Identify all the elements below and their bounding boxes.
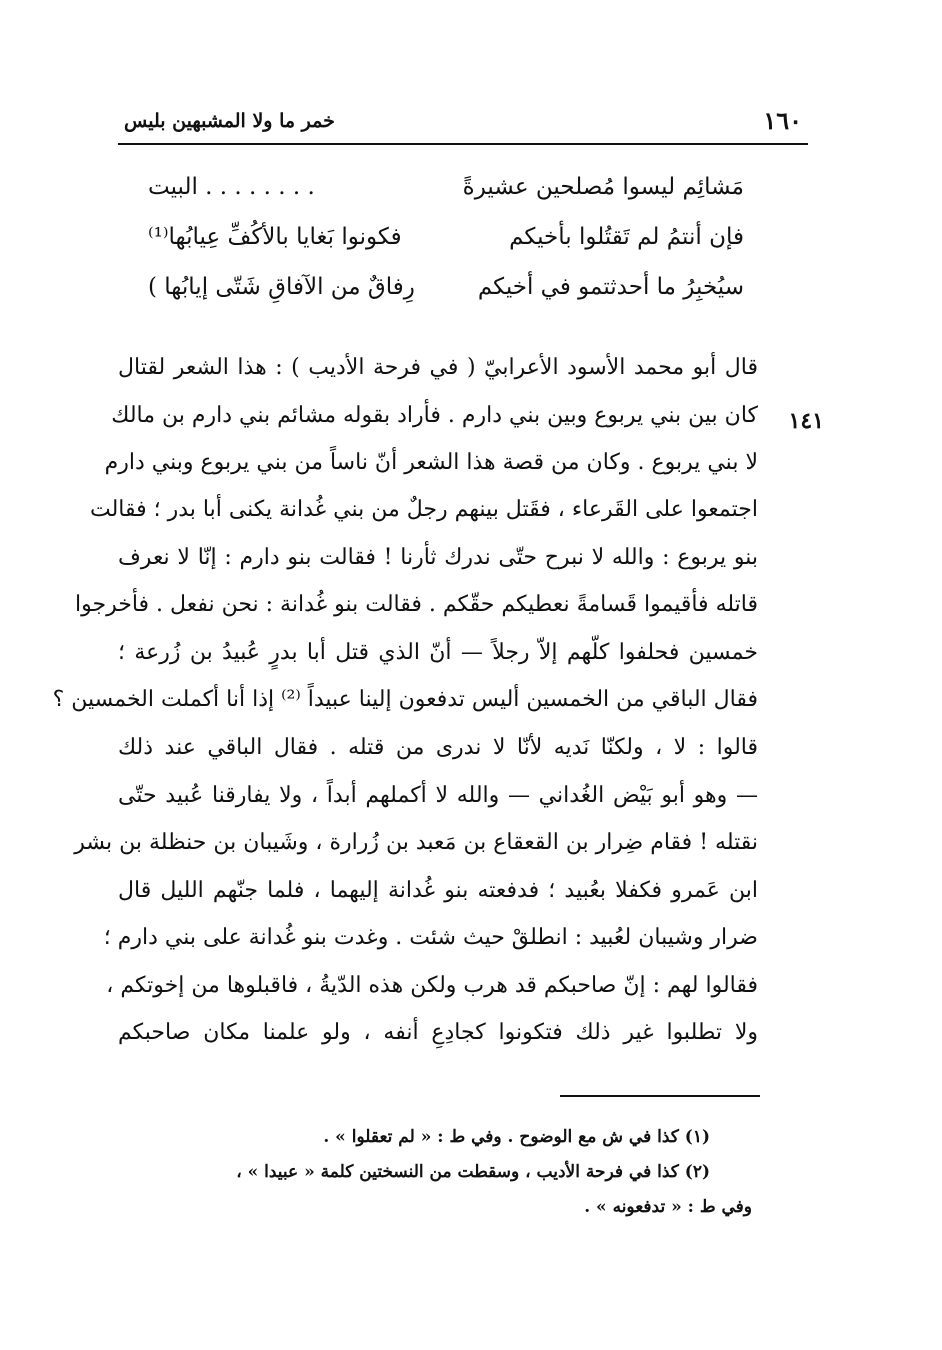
footnote-1: (١) كذا في ش مع الوضوح . وفي ط : « لم تعقلوا » . xyxy=(323,1127,710,1147)
margin-number: ١٤١ xyxy=(788,408,824,434)
prose-line: اجتمعوا على القَرعاء ، فقَتل بينهم رجلٌ من بني غُدانة يكنى أبا بدر ؛ فقالت xyxy=(89,497,758,522)
prose-line: ضرار وشيبان لعُبيد : انطلقْ حيث شئت . وغدت بنو غُدانة على بني دارم ؛ xyxy=(103,925,758,950)
verse-first-hemistich: فإن أنتمُ لم تَقتُلوا بأخيكم xyxy=(509,224,744,250)
prose-line: قاتله فأقيموا قَسامةً نعطيكم حقّكم . فقالت بنو غُدانة : نحن نفعل . فأخرجوا xyxy=(75,592,758,617)
prose-line: بنو يربوع : والله لا نبرح حتّى ندرك ثأرنا ! فقالت بنو دارم : إنّا لا نعرف xyxy=(118,545,758,570)
prose-line: فقال الباقي من الخمسين أليس تدفعون إلينا عبيداً ⁽²⁾ إذا أنا أكملت الخمسين ؟ xyxy=(52,687,758,712)
verse-second-hemistich: رِفاقٌ من الآفاقِ شَتّى إيابُها ) xyxy=(148,274,415,300)
prose-line: قال أبو محمد الأسود الأعرابيّ ( في فرحة الأديب ) : هذا الشعر لقتال xyxy=(118,355,758,380)
prose-line: فقالوا لهم : إنّ صاحبكم قد هرب ولكن هذه الدّيةُ ، فاقبلوها من إخوتكم ، xyxy=(106,973,758,998)
prose-line: كان بين بني يربوع وبين بني دارم . فأراد بقوله مشائم بني دارم بن مالك xyxy=(111,403,758,428)
header-rule xyxy=(118,143,808,145)
footnote-2-continued: وفي ط : « تدفعونه » . xyxy=(584,1197,752,1217)
verse-second-hemistich: . . . . . . . . البيت xyxy=(148,174,315,200)
verse-line xyxy=(118,220,808,264)
prose-line: — وهو أبو بَيْض الغُداني — والله لا أكملهم أبداً ، ولا يفارقنا عُبيد حتّى xyxy=(118,783,758,808)
footnote-rule xyxy=(560,1095,760,1097)
prose-line: لا بني يربوع . وكان من قصة هذا الشعر أنّ ناساً من بني يربوع وبني دارم xyxy=(104,450,758,475)
prose-line: خمسين فحلفوا كلّهم إلاّ رجلاً — أنّ الذي قتل أبا بدرٍ عُبيدُ بن زُرعة ؛ xyxy=(118,640,758,665)
verse-second-hemistich: فكونوا بَغايا بالأكُفِّ عِيابُها⁽¹⁾ xyxy=(148,224,402,250)
prose-line: ابن عَمرو فكفلا بعُبيد ؛ فدفعته بنو غُدانة إليهما ، فلما جنّهم الليل قال xyxy=(118,878,758,903)
page-header xyxy=(118,104,808,144)
verse-line xyxy=(118,270,808,314)
prose-line: ولا تطلبوا غير ذلك فتكونوا كجادِعِ أنفه ، ولو علمنا مكان صاحبكم xyxy=(118,1020,758,1045)
page-number: ١٦٠ xyxy=(763,106,802,135)
running-title: خمر ما ولا المشبهين بليس xyxy=(124,110,335,132)
prose-line: قالوا : لا ، ولكنّا نَديه لأنّا لا ندرى من قتله . فقال الباقي عند ذلك xyxy=(118,735,758,760)
verse-first-hemistich: مَشائِم ليسوا مُصلحين عشيرةً xyxy=(462,174,744,200)
verse-line xyxy=(118,170,808,214)
prose-line: نقتله ! فقام ضِرار بن القعقاع بن مَعبد بن زُرارة ، وشَيبان بن حنظلة بن بشر xyxy=(74,830,758,855)
footnote-2: (٢) كذا في فرحة الأديب ، وسقطت من النسختين كلمة « عبيدا » ، xyxy=(236,1162,710,1182)
verse-first-hemistich: سيُخبِرُ ما أحدثتمو في أخيكم xyxy=(477,274,744,300)
